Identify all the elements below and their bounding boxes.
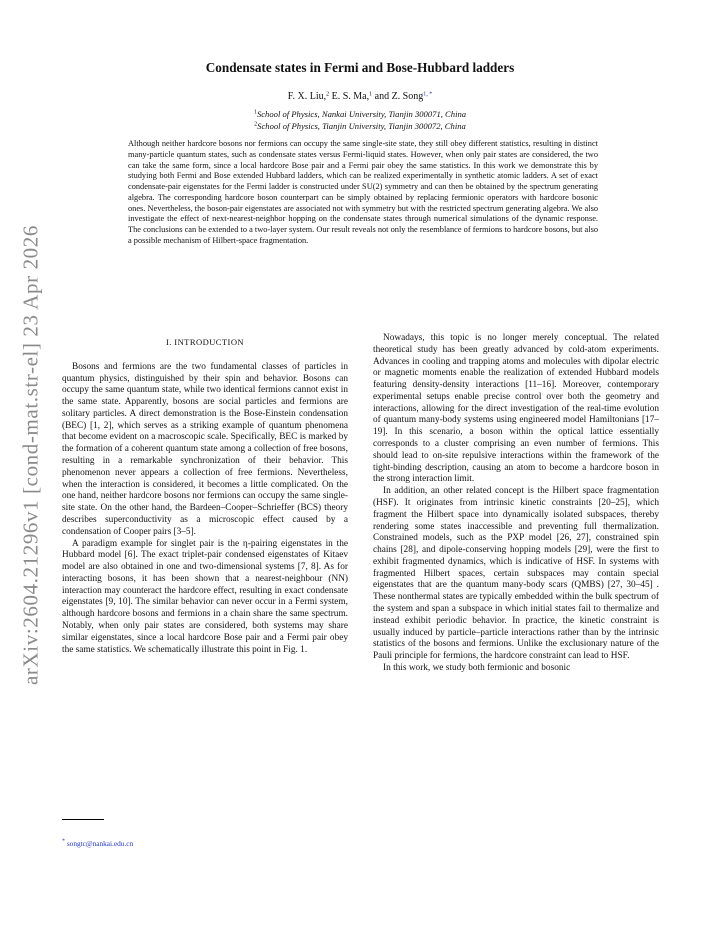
footnote	[62, 839, 133, 848]
paper-title: Condensate states in Fermi and Bose-Hubbard ladders	[205, 60, 515, 75]
arxiv-identifier-stamp	[6, 150, 56, 760]
author-affil-mark: 2	[326, 91, 330, 98]
section-heading: I. INTRODUCTION	[165, 337, 245, 347]
author-name: F. X. Liu,	[287, 91, 327, 102]
affiliation-2	[0, 121, 720, 131]
author-name: E. S. Ma,	[331, 91, 370, 102]
arxiv-id-text: arXiv:2604.21296v1 [cond-mat.str-el] 23 Apr 2026	[18, 225, 43, 685]
paragraph: In this work, we study both fermionic and bosonic	[383, 662, 571, 673]
affiliation-mark: 2	[254, 121, 258, 128]
affiliation-text: School of Physics, Nankai University, Tianjin 300071, China	[256, 109, 467, 119]
footnote-rule	[62, 819, 104, 820]
author-conjunction: and	[374, 91, 390, 102]
paragraph: Nowadays, this topic is no longer merely conceptual. The related theoretical study has been greatly advanced by cold-atom experiments. Advances in cooling and trapping atoms and molecules with dipolar electric or magnetic moments enable the realization of extended Hubbard models featuring density-density interactions [11–16]. Moreover, contemporary experimental setups enable precise control over both the geometry and interactions, allowing for the direct investigation of the real-time evolution of quantum many-body systems using engineered model Hamiltonians [17–19]. In this scenario, a boson within the optical lattice essentially corresponds to a cluster comprising an even number of fermions. This should lead to on-site repulsive interactions within the framework of the tight-binding description, causing an atom to become a hardcore boson in the strong interaction limit.	[373, 333, 659, 485]
author-line	[0, 91, 720, 102]
author-name: Z. Song	[391, 91, 424, 102]
author-affil-mark: 1	[369, 91, 373, 98]
paragraph: In addition, an other related concept is the Hilbert space fragmentation (HSF). It originates from intrinsic kinetic constraints [20–25], which fragment the Hilbert space into dynamically isolated subspaces, thereby rendering some states inaccessible and preventing full thermalization. Constrained models, such as the PXP model [26, 27], constrained spin chains [28], and dipole-conserving hopping models [29], were the first to exhibit fragmented dynamics, which is indicative of HSF. In systems with fragmented Hilbert spaces, certain subspaces may contain special eigenstates that are the quantum many-body scars (QMBS) [27, 30–45] . These nonthermal states are typically embedded within the bulk spectrum of the system and span a subspace in which initial states fail to thermalize and instead exhibit periodic behavior. In practice, the kinetic constraint is usually induced by particle–particle interactions rather than by the intrinsic statistics of the bosons and fermions. Unlike the exclusionary nature of the Pauli principle for fermions, the hardcore constraint can lead to HSF.	[373, 486, 659, 662]
affiliation-text: School of Physics, Tianjin University, Tianjin 300072, China	[257, 121, 466, 131]
author-affil-mark[interactable]: 1, *	[423, 91, 433, 98]
left-column	[62, 333, 348, 656]
email-link[interactable]: songtc@nankai.edu.cn	[66, 839, 134, 848]
paragraph: A paradigm example for singlet pair is the η-pairing eigenstates in the Hubbard model [6]. The exact triplet-pair condensed eigenstates of Kitaev model are also obtained in one and two-dimensional systems [7, 8]. As for interacting bosons, it has been shown that a nearest-neighbour (NN) interaction may counteract the hardcore effect, resulting in exact condensate eigenstates [9, 10]. The similar behavior can never occur in a Fermi system, although hardcore bosons and fermions in a chain share the same spectrum. Notably, when only pair states are considered, both systems may share similar eigenstates, since a local hardcore Bose pair and a Fermi pair obey the same statistics. We schematically illustrate this point in Fig. 1.	[62, 538, 348, 655]
right-column	[373, 333, 659, 675]
paragraph: Bosons and fermions are the two fundamental classes of particles in quantum physics, distinguished by their spin and behavior. Bosons can occupy the same quantum state, while two identical fermions cannot exist in the same state. Apparently, bosons are social particles and fermions are solitary particles. A direct demonstration is the Bose-Einstein condensation (BEC) [1, 2], which serves as a striking example of quantum phenomena that become evident on a macroscopic scale. Specifically, BEC is marked by the formation of a coherent quantum state among a collection of free bosons, resulting in a remarkable synchronization of their behavior. This phenomenon never appears a collection of free fermions. Nevertheless, when the interaction is considered, it becomes a little complicated. On the one hand, neither hardcore bosons nor fermions can occupy the same single-site state. On the other hand, the Bardeen–Cooper–Schrieffer (BCS) theory describes superconductivity as a microscopic effect caused by a condensation of Cooper pairs [3–5].	[62, 361, 348, 537]
footnote-mark: *	[62, 838, 65, 845]
affiliation-1	[0, 109, 720, 119]
affiliation-mark: 1	[253, 109, 257, 116]
abstract: Although neither hardcore bosons nor fermions can occupy the same single-site state, they still obey different statistics, resulting in distinct many-particle quantum states, such as condensate states versus Fermi-liquid states. However, when only pair states are considered, the two can take the same form, since a local hardcore Bose pair and a Fermi pair obey the same statistics. In this work we demonstrate this by studying both Fermi and Bose extended Hubbard ladders, which can be realized experimentally in synthetic atomic ladders. A set of exact condensate-pair eigenstates for the Fermi ladder is constructed under SU(2) symmetry and can then be obtained by the spectrum generating algebra. The corresponding hardcore boson counterpart can be simply obtained by replacing fermionic operators with hardcore bosonic ones. Nevertheless, the boson-pair eigenstates are associated not with symmetry but with the restricted spectrum generating algebra. We also investigate the effect of next-nearest-neighbor hopping on the condensate states through numerical simulations of the dynamic response. The conclusions can be extended to a two-layer system. Our result reveals not only the resemblance of fermions to hardcore bosons, but also a possible mechanism of Hilbert-space fragmentation.	[128, 139, 598, 245]
